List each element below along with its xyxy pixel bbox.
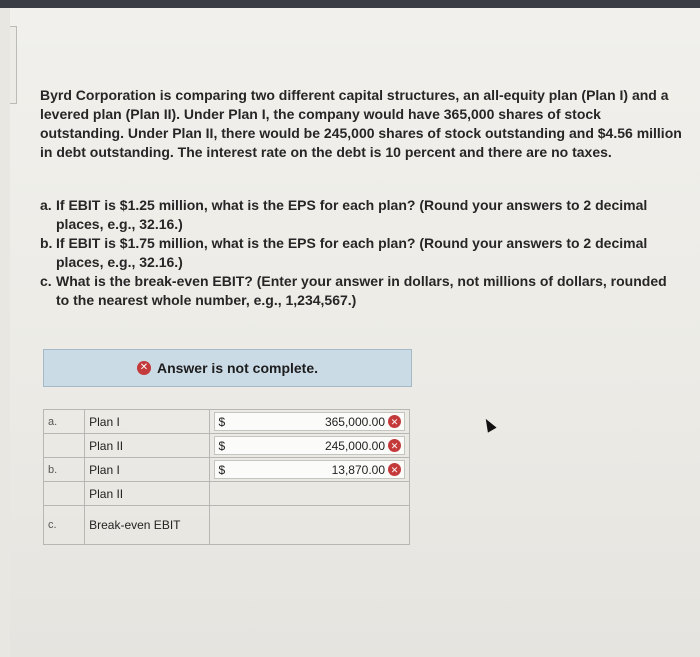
currency-symbol: $	[218, 438, 226, 453]
row-letter: a.	[44, 410, 85, 434]
eps-plan-1-b-input[interactable]	[214, 460, 405, 479]
question-text: If EBIT is $1.25 million, what is the EPS for each plan?	[56, 197, 416, 213]
question-hint: (Enter your answer in dollars, not millions of dollars, rounded to the nearest whole number, e.g., 1,234,567.)	[56, 273, 667, 308]
answer-table	[43, 409, 410, 545]
row-plan: Plan II	[85, 482, 210, 506]
row-letter	[44, 482, 85, 506]
row-plan: Plan II	[85, 434, 210, 458]
table-row	[44, 506, 410, 545]
eps-plan-2-b-input[interactable]	[210, 482, 410, 506]
question-c	[40, 272, 688, 310]
row-plan: Plan I	[85, 458, 210, 482]
break-even-ebit-input[interactable]	[210, 506, 410, 545]
incorrect-icon: ✕	[388, 463, 401, 476]
incorrect-icon: ✕	[388, 439, 401, 452]
question-letter: b.	[40, 235, 53, 251]
row-letter	[44, 434, 85, 458]
table-row	[44, 410, 410, 434]
answer-status-text: Answer is not complete.	[156, 360, 319, 376]
row-letter: c.	[44, 506, 85, 545]
top-bar	[0, 0, 700, 8]
question-text: If EBIT is $1.75 million, what is the EPS for each plan?	[56, 235, 416, 251]
eps-plan-1-a-input[interactable]	[214, 412, 405, 431]
question-b	[40, 234, 688, 272]
eps-plan-2-a-input[interactable]	[214, 436, 405, 455]
problem-text: Byrd Corporation is comparing two different capital structures, an all-equity plan (Plan I) and a levered plan (Plan II). Under Plan I, the company would have 365,000 shares of stock outstanding. Under Plan II, there would be 245,000 shares of stock outstanding and $4.56 million in debt outstanding. The interest rate on the debt is 10 percent and there are no taxes.	[40, 87, 682, 160]
row-plan: Break-even EBIT	[85, 506, 210, 545]
row-plan: Plan I	[85, 410, 210, 434]
sidebar-tab[interactable]	[10, 26, 17, 104]
currency-symbol: $	[218, 414, 226, 429]
answer-value: 245,000.00	[324, 438, 385, 453]
question-letter: a.	[40, 197, 52, 213]
table-row	[44, 434, 410, 458]
question-hint: (Round your answers to 2 decimal places, e.g., 32.16.)	[56, 235, 648, 270]
question-letter: c.	[40, 273, 52, 289]
question-text: What is the break-even EBIT?	[56, 273, 253, 289]
table-row	[44, 458, 410, 482]
currency-symbol: $	[218, 462, 226, 477]
problem-statement	[40, 86, 686, 162]
question-hint: (Round your answers to 2 decimal places, e.g., 32.16.)	[56, 197, 648, 232]
x-circle-icon: ✕	[137, 361, 151, 375]
table-row	[44, 482, 410, 506]
answer-value: 365,000.00	[324, 414, 385, 429]
row-letter: b.	[44, 458, 85, 482]
question-a	[40, 196, 688, 234]
incorrect-icon: ✕	[388, 415, 401, 428]
answer-status-banner	[43, 349, 412, 387]
answer-value: 13,870.00	[331, 462, 385, 477]
question-list	[40, 196, 688, 310]
